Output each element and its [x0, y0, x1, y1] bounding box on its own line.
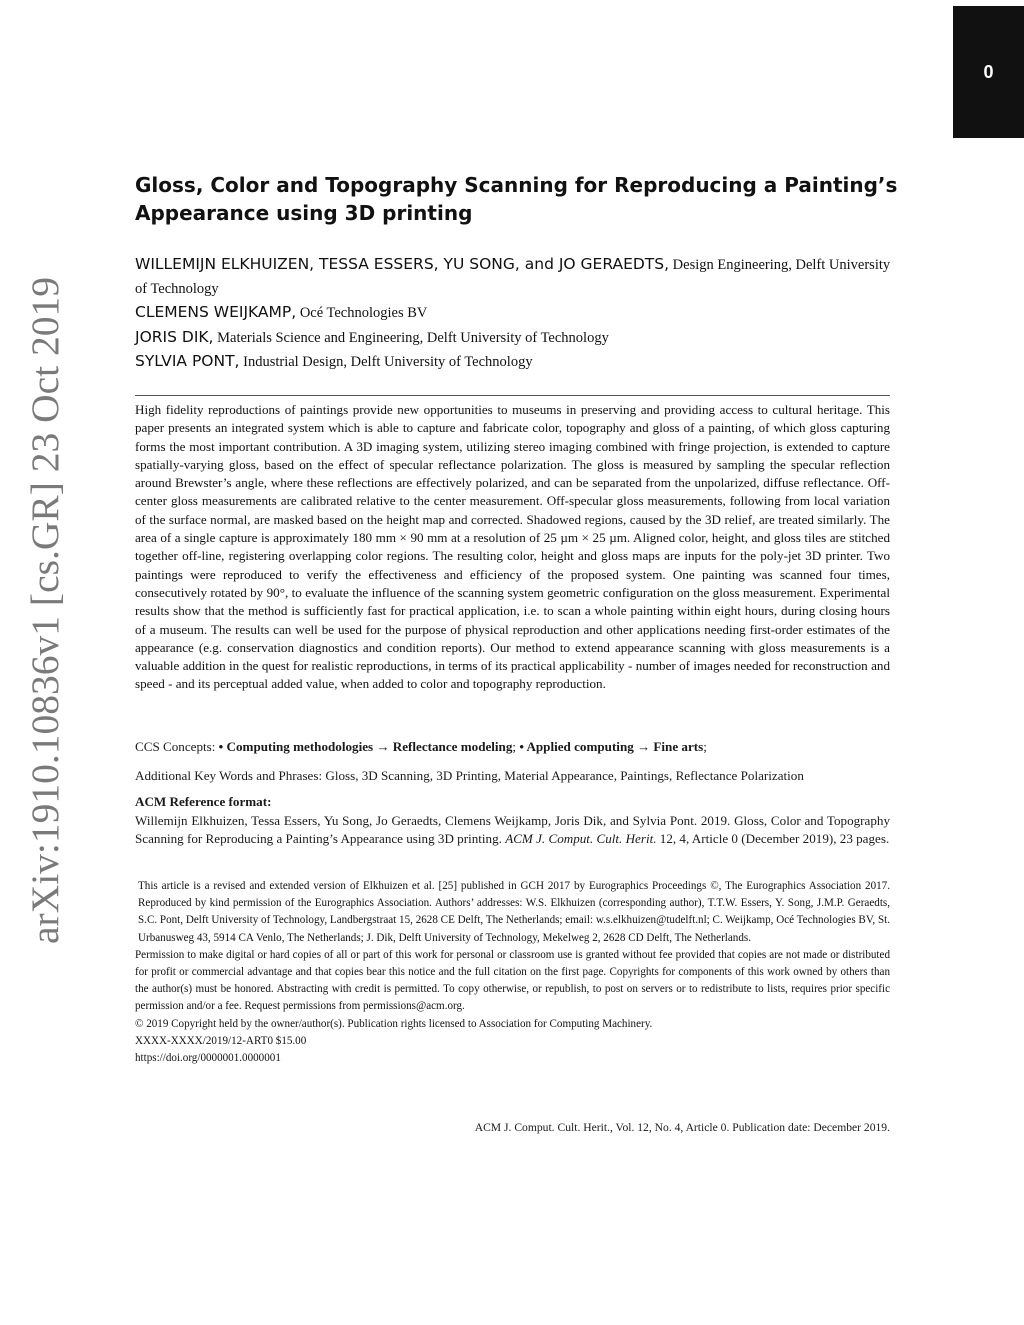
footnotes [135, 878, 890, 1067]
arxiv-side-stamp: arXiv:1910.10836v1 [cs.GR] 23 Oct 2019 [23, 276, 67, 944]
author-names-4: SYLVIA PONT, [135, 352, 240, 370]
footnote-doi: https://doi.org/0000001.0000001 [135, 1052, 281, 1065]
author-affiliation-3: Materials Science and Engineering, Delft University of Technology [217, 329, 609, 346]
ccs-concepts [135, 738, 895, 756]
acm-reference-journal: ACM J. Comput. Cult. Herit. [505, 831, 657, 846]
acm-reference-details: 12, 4, Article 0 (December 2019), 23 pages. [656, 831, 890, 846]
acm-reference-heading: ACM Reference format: [135, 794, 272, 809]
author-names-2: CLEMENS WEIJKAMP, [135, 303, 297, 321]
page-number-tab [953, 6, 1024, 138]
ccs-label: CCS Concepts: [135, 739, 219, 754]
ccs-concept-2: • Applied computing → Fine arts [519, 739, 704, 754]
abstract-divider [135, 395, 890, 396]
running-footer: ACM J. Comput. Cult. Herit., Vol. 12, No. 4, Article 0. Publication date: December 2019. [474, 1121, 890, 1134]
author-block [135, 253, 905, 375]
footnote-permission: Permission to make digital or hard copies of all or part of this work for personal or classroom use is granted without fee provided that copies are not made or distributed for profit or commercial advantage and that copies bear this notice and the full citation on the first page. Copyrights for components of this work owned by others than the author(s) must be honored. Abstracting with credit is permitted. To copy otherwise, or republish, to post on servers or to redistribute to lists, requires prior specific permission and/or a fee. Request permissions from permissions@acm.org. [135, 948, 890, 1013]
footnote-revision: This article is a revised and extended version of Elkhuizen et al. [25] published in GCH 2017 by Eurographics Proceedings ©, The Eurographics Association 2017. Reproduced by kind permission of the Eurographics Association. Authors’ addresses: W.S. Elkhuizen (corresponding author), T.T.W. Essers, Y. Song, J.M.P. Geraedts, S.C. Pont, Delft University of Technology, Landbergstraat 15, 2628 CE Delft, The Netherlands; email: w.s.elkhuizen@tudelft.nl; C. Weijkamp, Océ Technologies BV, St. Urbanusweg 43, 5914 CA Venlo, The Netherlands; J. Dik, Delft University of Technology, Mekelweg 2, 2628 CD Delft, The Netherlands. [138, 880, 890, 944]
author-names-3: JORIS DIK, [135, 327, 214, 346]
author-group-3 [135, 326, 905, 351]
keywords: Additional Key Words and Phrases: Gloss, 3D Scanning, 3D Printing, Material Appearance, Paintings, Reflectance Polarization [135, 768, 804, 783]
author-affiliation-1: Design Engineering, Delft University of Technology [135, 257, 891, 297]
acm-reference-text: Willemijn Elkhuizen, Tessa Essers, Yu Song, Jo Geraedts, Clemens Weijkamp, Joris Dik, and Sylvia Pont. 2019. Gloss, Color and Topography Scanning for Reproducing a Painting’s Appearance using 3D printing. [135, 812, 890, 846]
footnote-copyright: © 2019 Copyright held by the owner/author(s). Publication rights licensed to Association for Computing Machinery. [135, 1017, 653, 1030]
author-group-1 [135, 253, 905, 301]
author-group-4 [135, 350, 905, 375]
author-affiliation-2: Océ Technologies BV [299, 305, 428, 321]
acm-reference [135, 793, 890, 849]
author-affiliation-4: Industrial Design, Delft University of Technology [243, 354, 533, 370]
paper-title: Gloss, Color and Topography Scanning for Reproducing a Painting’s Appearance using 3D printing [135, 173, 898, 225]
ccs-end: ; [703, 739, 707, 754]
ccs-separator: ; [512, 739, 520, 754]
author-names-1: WILLEMIJN ELKHUIZEN, TESSA ESSERS, YU SONG, and JO GERAEDTS, [135, 255, 670, 273]
author-group-2 [135, 301, 905, 326]
footnote-issn: XXXX-XXXX/2019/12-ART0 $15.00 [135, 1034, 307, 1047]
page-number: 0 [983, 61, 994, 82]
abstract: High fidelity reproductions of paintings provide new opportunities to museums in preserving and providing access to cultural heritage. This paper presents an integrated system which is able to capture and fabricate color, topography and gloss of a painting, of which gloss capturing forms the most important contribution. A 3D imaging system, utilizing stereo imaging combined with fringe projection, is extended to capture spatially-varying gloss, based on the effect of specular reflectance polarization. The gloss is measured by sampling the specular reflection around Brewster’s angle, where these reflections are effectively polarized, and can be separated from the unpolarized, diffuse reflectance. Off-center gloss measurements are calibrated relative to the center measurement. Off-specular gloss measurements, following from local variation of the surface normal, are masked based on the height map and corrected. Shadowed regions, caused by the 3D relief, are treated similarly. The area of a single capture is approximately 180 mm × 90 mm at a resolution of 25 µm × 25 µm. Aligned color, height, and gloss tiles are stitched together off-line, registering overlapping color regions. The resulting color, height and gloss maps are inputs for the poly-jet 3D printer. Two paintings were reproduced to verify the effectiveness and efficiency of the proposed system. One painting was scanned four times, consecutively rotated by 90°, to evaluate the influence of the scanning system geometric configuration on the gloss measurement. Experimental results show that the method is sufficiently fast for practical application, i.e. to scan a whole painting within eight hours, during closing hours of a museum. The results can well be used for the purpose of physical reproduction and other applications needing first-order estimates of the appearance (e.g. conservation diagnostics and condition reports). Our method to extend appearance scanning with gloss measurements is a valuable addition in the quest for realistic reproductions, in terms of its practical applicability - number of images needed for reconstruction and speed - and its perceptual added value, when added to color and topography reproduction. [135, 402, 890, 692]
ccs-concept-1: • Computing methodologies → Reflectance modeling [218, 739, 513, 754]
